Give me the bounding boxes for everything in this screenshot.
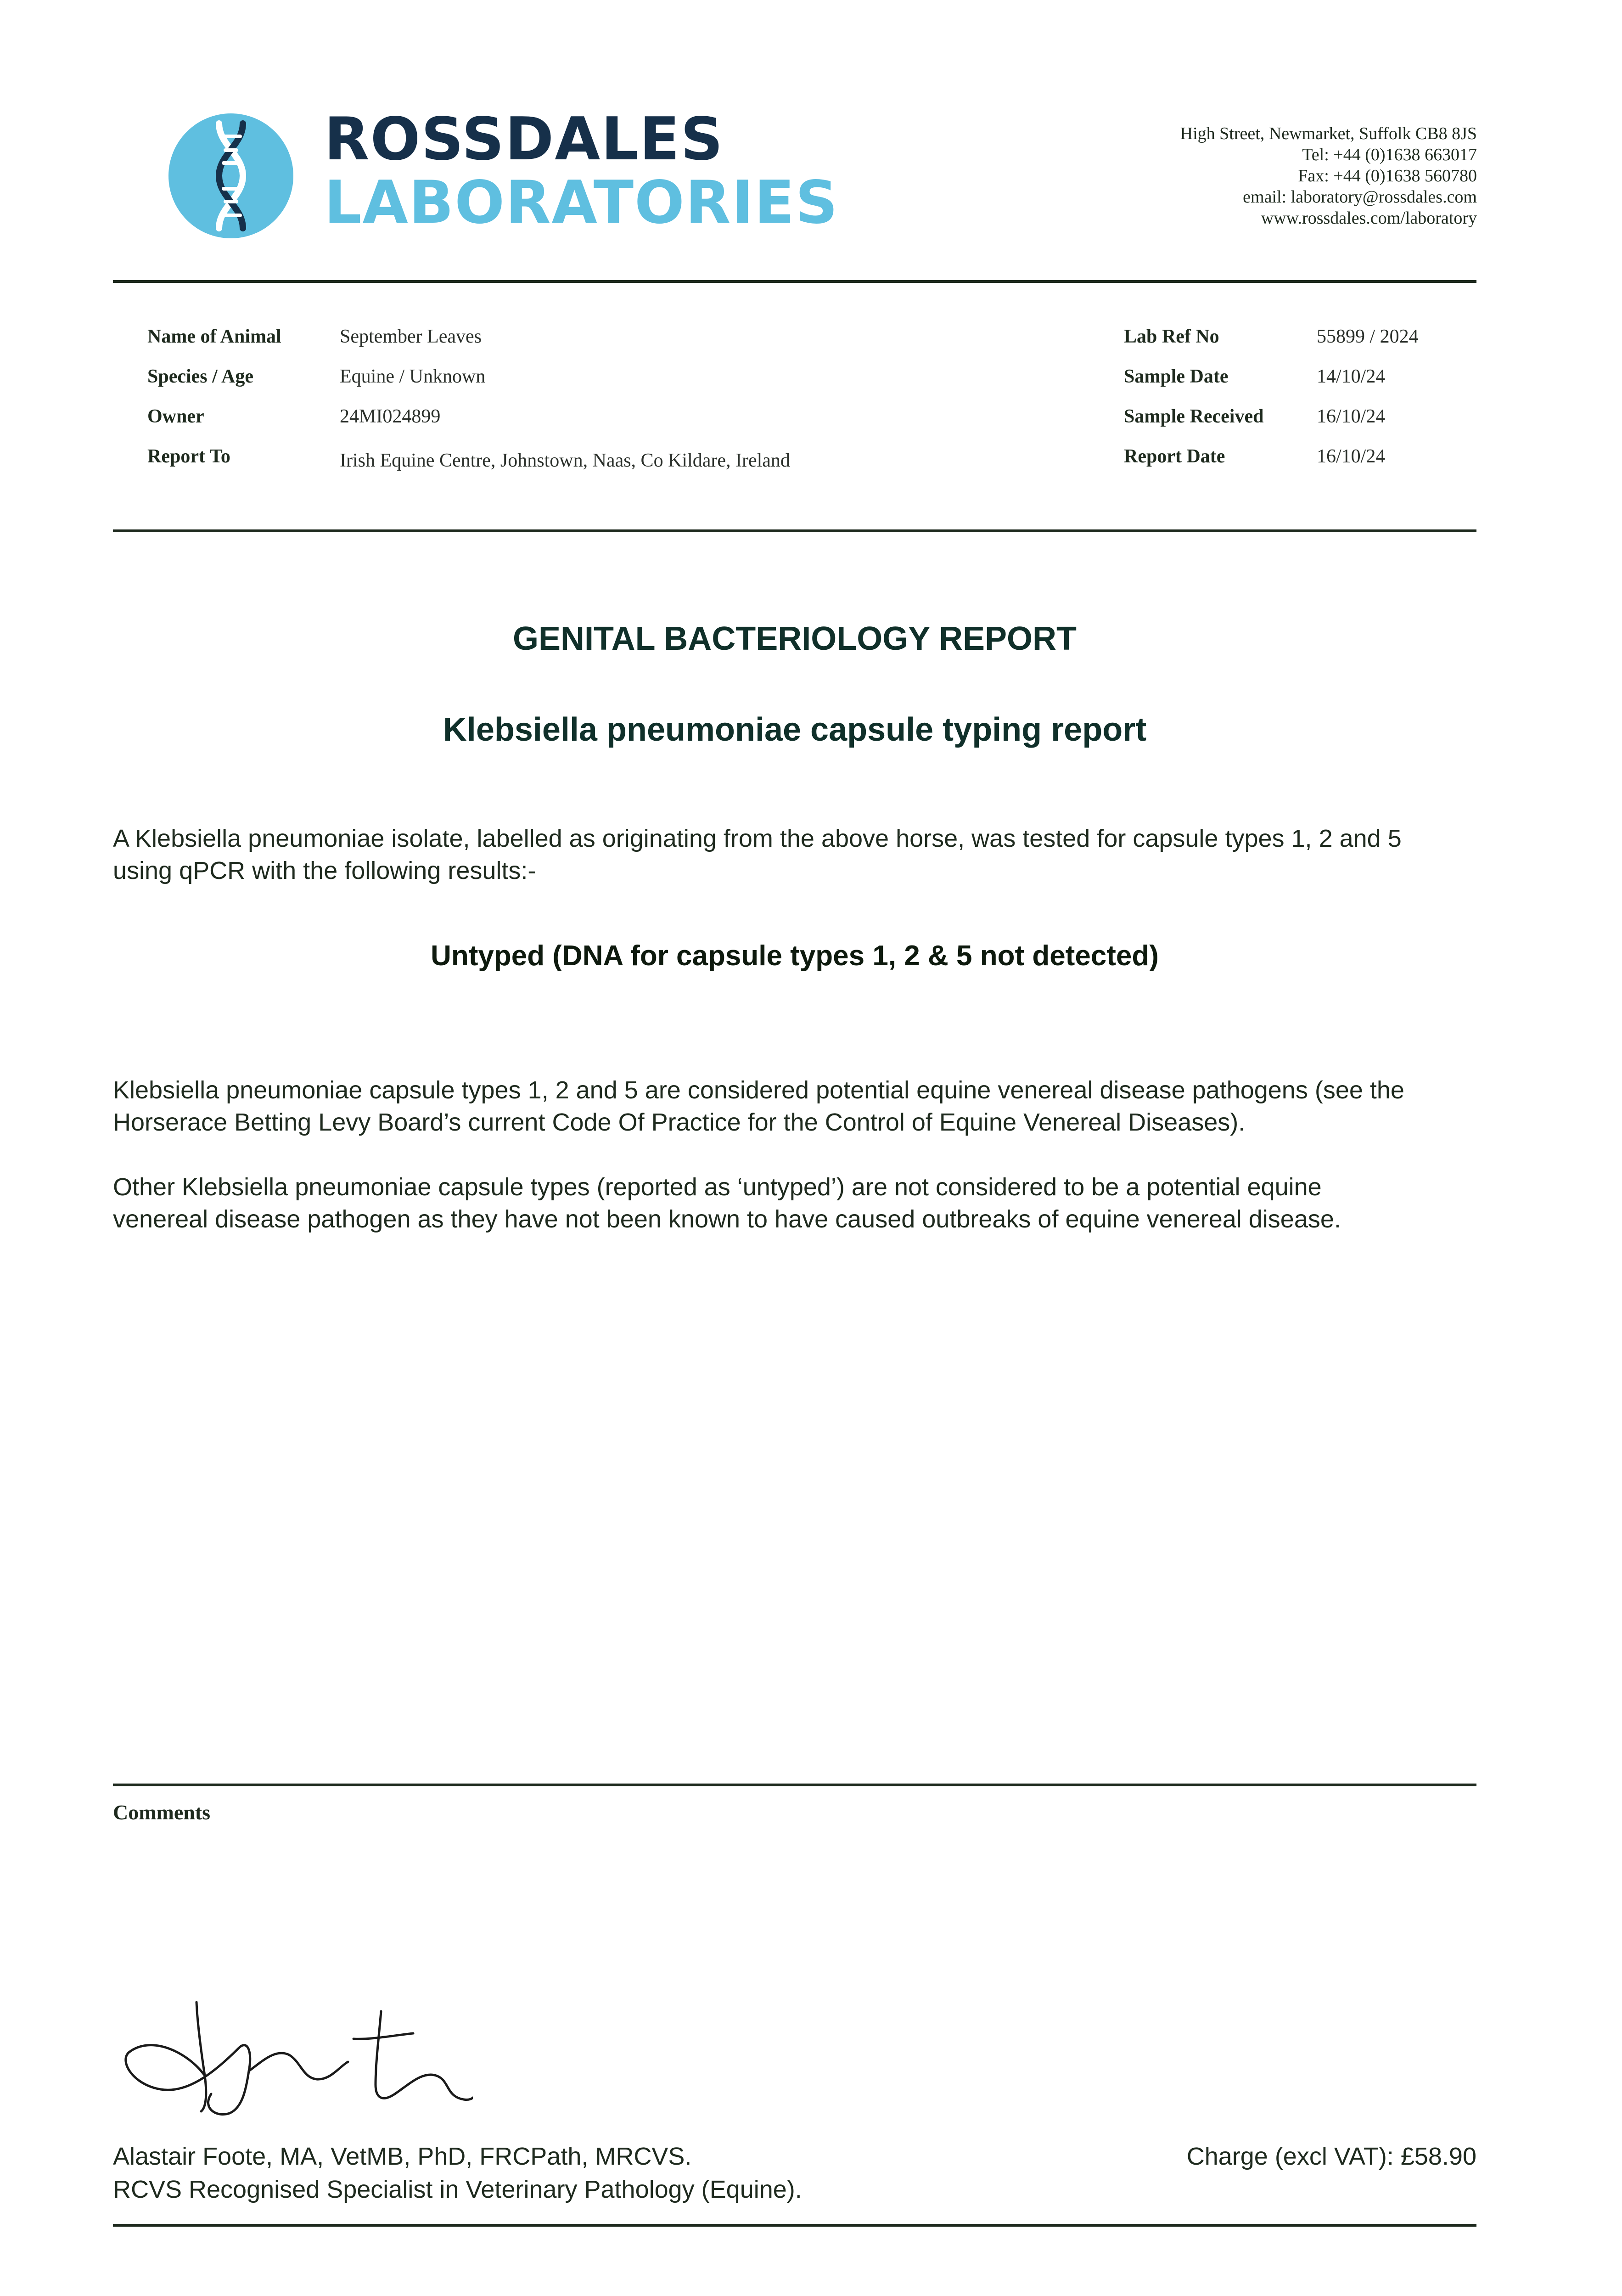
report-to-value: Irish Equine Centre, Johnstown, Naas, Co Kildare, Ireland: [340, 450, 790, 471]
owner-label: Owner: [147, 406, 204, 427]
sample-received-value: 16/10/24: [1317, 406, 1386, 427]
species-age-value: Equine / Unknown: [340, 366, 486, 387]
intro-line-1: A Klebsiella pneumoniae isolate, labelled as originating from the above horse, was tested for capsule types 1, 2 and 5: [113, 825, 1402, 852]
test-result: Untyped (DNA for capsule types 1, 2 & 5 not detected): [431, 940, 1159, 972]
header-divider: [113, 280, 1476, 283]
note1-line-2: Horserace Betting Levy Board’s current Code Of Practice for the Control of Equine Venereal Diseases).: [113, 1109, 1246, 1136]
report-subtitle: Klebsiella pneumoniae capsule typing report: [443, 711, 1147, 748]
contact-tel: Tel: +44 (0)1638 663017: [1302, 145, 1477, 164]
sample-date-value: 14/10/24: [1317, 366, 1386, 387]
charge-amount: Charge (excl VAT): £58.90: [1186, 2143, 1476, 2170]
note-paragraph-2: [113, 1171, 1476, 1235]
note2-line-2: venereal disease pathogen as they have not been known to have caused outbreaks of equine venereal disease.: [113, 1205, 1341, 1233]
comments-divider: [113, 1784, 1476, 1786]
comments-label: Comments: [113, 1801, 211, 1824]
lab-ref-label: Lab Ref No: [1124, 326, 1219, 347]
contact-fax: Fax: +44 (0)1638 560780: [1298, 166, 1477, 186]
logo-wordmark-laboratories: LABORATORIES: [324, 169, 839, 237]
report-to-label: Report To: [147, 446, 230, 467]
rossdales-dna-logo-icon: [168, 113, 294, 239]
handwritten-signature: [124, 1998, 473, 2126]
signer-block: [113, 2140, 802, 2206]
signer-title: RCVS Recognised Specialist in Veterinary Pathology (Equine).: [113, 2176, 802, 2203]
animal-name-label: Name of Animal: [147, 326, 281, 347]
note2-line-1: Other Klebsiella pneumoniae capsule types (reported as ‘untyped’) are not considered to be a potential equine: [113, 1173, 1322, 1201]
sample-received-label: Sample Received: [1124, 406, 1264, 427]
info-divider: [113, 529, 1476, 532]
report-title: GENITAL BACTERIOLOGY REPORT: [512, 620, 1077, 657]
lab-ref-value: 55899 / 2024: [1317, 326, 1419, 347]
owner-value: 24MI024899: [340, 406, 441, 427]
footer-divider: [113, 2224, 1476, 2227]
contact-address: High Street, Newmarket, Suffolk CB8 8JS: [1180, 124, 1477, 143]
contact-website[interactable]: www.rossdales.com/laboratory: [1261, 208, 1477, 228]
contact-email[interactable]: email: laboratory@rossdales.com: [1243, 187, 1477, 207]
signer-name: Alastair Foote, MA, VetMB, PhD, FRCPath, MRCVS.: [113, 2143, 692, 2170]
species-age-label: Species / Age: [147, 366, 253, 387]
logo-wordmark-rossdales: ROSSDALES: [324, 105, 724, 174]
report-date-value: 16/10/24: [1317, 446, 1386, 467]
intro-line-2: using qPCR with the following results:-: [113, 857, 536, 884]
report-date-label: Report Date: [1124, 446, 1225, 467]
animal-name-value: September Leaves: [340, 326, 482, 347]
note-paragraph-1: [113, 1074, 1476, 1138]
contact-block: [1180, 123, 1477, 229]
note1-line-1: Klebsiella pneumoniae capsule types 1, 2 and 5 are considered potential equine venereal disease pathogens (see the: [113, 1076, 1404, 1104]
sample-date-label: Sample Date: [1124, 366, 1229, 387]
intro-paragraph: [113, 822, 1476, 887]
